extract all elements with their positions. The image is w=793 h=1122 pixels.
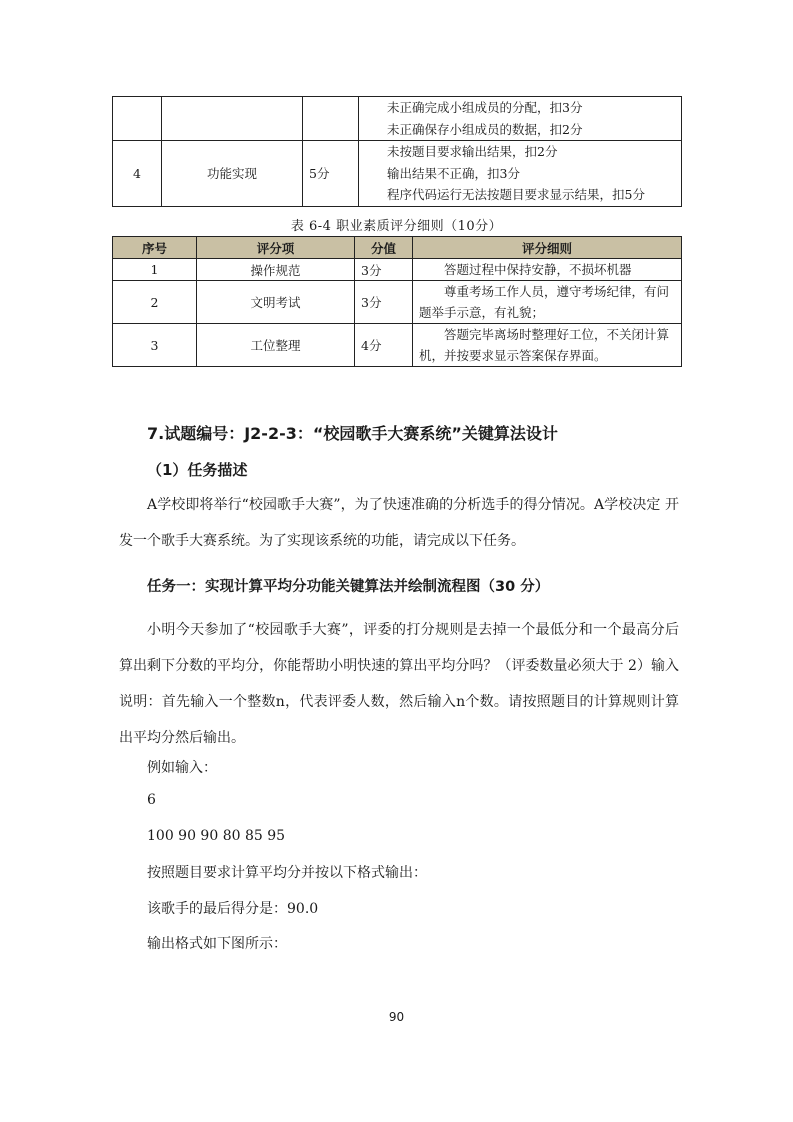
table-cell-detail: 尊重考场工作人员，遵守考场纪律，有问题举手示意，有礼貌；: [413, 281, 682, 324]
detail-line: 输出结果不正确，扣3分: [387, 165, 520, 181]
table-cell-details: [359, 141, 682, 207]
table-cell-item: 文明考试: [197, 281, 355, 324]
header-num: 序号: [113, 237, 197, 259]
table-cell-score: [303, 97, 359, 141]
intro-paragraph: A学校即将举行“校园歌手大赛”，为了快速准确的分析选手的得分情况。A学校决定 开发一个歌手大赛系统。为了实现该系统的功能，请完成以下任务。: [119, 497, 679, 549]
example-label: 例如输入：: [147, 760, 217, 776]
table-cell-score: 4分: [355, 324, 413, 367]
detail-line: 程序代码运行无法按题目要求显示结果，扣5分: [387, 187, 645, 202]
table-cell-score: 3分: [355, 281, 413, 324]
table-row: [113, 324, 682, 367]
table-cell-score: 5分: [303, 141, 359, 207]
table-cell-num: [113, 97, 162, 141]
output-format-label: 输出格式如下图所示：: [147, 936, 287, 952]
table-cell-item: 功能实现: [162, 141, 303, 207]
task-description: 小明今天参加了“校园歌手大赛”，评委的打分规则是去掉一个最低分和一个最高分后算出剩下分数的平均分，你能帮助小明快速的算出平均分吗？（评委数量必须大于 2）输入说明：首先输入一个整数n，代表评委人数，然后输入n个数。请按照题目的计算规则计算出平均分然后输出。: [119, 622, 679, 746]
detail-line: 未正确保存小组成员的数据，扣2分: [387, 121, 583, 137]
header-score: 分值: [355, 237, 413, 259]
page-number: 90: [388, 1010, 405, 1024]
table-cell-item: [162, 97, 303, 141]
header-item: 评分项: [197, 237, 355, 259]
table-cell-score: 3分: [355, 259, 413, 281]
table-cell-num: 3: [113, 324, 197, 367]
table-cell-num: 2: [113, 281, 197, 324]
table-cell-item: 工位整理: [197, 324, 355, 367]
table-cell-detail: 答题过程中保持安静，不损坏机器: [413, 259, 682, 281]
table-header-row: [113, 237, 682, 259]
header-detail: 评分细则: [413, 237, 682, 259]
section-title: 7.试题编号：J2-2-3：“校园歌手大赛系统”关键算法设计: [147, 424, 558, 443]
detail-line: 未按题目要求输出结果，扣2分: [387, 144, 558, 159]
output-example: 该歌手的最后得分是：90.0: [147, 901, 319, 917]
table-cell-num: 4: [113, 141, 162, 207]
table-cell-num: 1: [113, 259, 197, 281]
output-instruction: 按照题目要求计算平均分并按以下格式输出：: [147, 865, 427, 881]
table-cell-detail: 答题完毕离场时整理好工位，不关闭计算机，并按要求显示答案保存界面。: [413, 324, 682, 367]
task-title: 任务一：实现计算平均分功能关键算法并绘制流程图（30 分）: [147, 579, 550, 595]
table-row: [113, 281, 682, 324]
table-cell-item: 操作规范: [197, 259, 355, 281]
table-cell-details: [359, 97, 682, 141]
table-row: [113, 97, 682, 141]
table-row: [113, 141, 682, 207]
table-row: [113, 259, 682, 281]
section-subtitle: （1）任务描述: [147, 461, 248, 479]
professional-quality-table: [112, 236, 682, 367]
table-caption: 表 6-4 职业素质评分细则（10分）: [290, 219, 503, 234]
detail-line: 未正确完成小组成员的分配，扣3分: [387, 100, 583, 115]
example-n: 6: [147, 792, 156, 808]
example-scores: 100 90 90 80 85 95: [147, 828, 286, 844]
scoring-table-continued: [112, 96, 682, 207]
